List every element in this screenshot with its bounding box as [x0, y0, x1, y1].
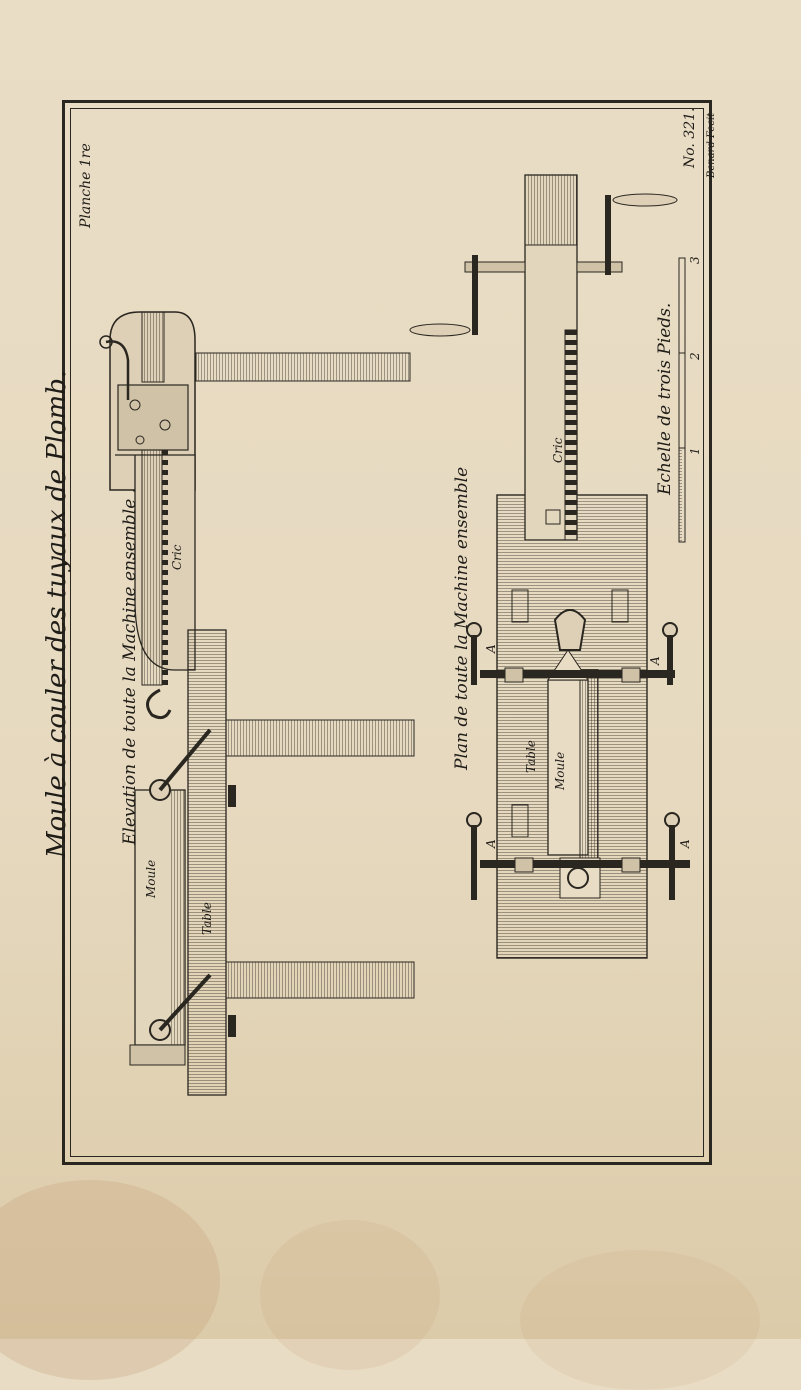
- engraver-signature: Benard Fecit: [706, 112, 717, 178]
- elevation-label-moule: Moule: [144, 859, 158, 898]
- leg-1: [196, 353, 410, 381]
- scale-bar: [679, 258, 685, 542]
- housing-post: [142, 312, 164, 382]
- plan-crank-handle-right: [613, 194, 677, 206]
- mould-cap: [130, 1045, 185, 1065]
- plan-gearbox-cap: [525, 175, 577, 245]
- plate-number: No. 321.: [682, 107, 698, 168]
- scale-tick-1: 1: [688, 447, 702, 455]
- hook: [148, 690, 171, 718]
- elevation-label-cric: Cric: [170, 544, 184, 570]
- plan-label-a: A: [648, 656, 662, 665]
- rack-teeth: [162, 450, 168, 685]
- scale-tick-2: 2: [688, 352, 702, 360]
- scale-tick-3: 3: [688, 256, 702, 264]
- plan-label-cric: Cric: [551, 437, 565, 463]
- plan-crank-handle-left: [410, 324, 470, 336]
- plan-label-a: A: [678, 839, 692, 848]
- scale-caption: Echelle de trois Pieds.: [655, 302, 675, 495]
- plan-label-moule: Moule: [553, 751, 567, 790]
- rack-cric: [142, 450, 162, 685]
- plate-title: Moule à couler des tuyaux de Plomb.: [42, 369, 72, 858]
- table-slab: [188, 630, 226, 1095]
- elevation-view: [100, 312, 414, 1095]
- plan-caption: Plan de toute la Machine ensemble: [452, 466, 472, 770]
- elevation-caption: Elevation de toute la Machine ensemble .: [120, 487, 140, 845]
- leg-3: [226, 962, 414, 998]
- plan-rack: [565, 330, 577, 540]
- plan-shackle: [555, 610, 585, 650]
- elevation-label-table: Table: [200, 902, 214, 935]
- plan-label-table: Table: [524, 740, 538, 773]
- planche-number: Planche 1re: [78, 143, 94, 228]
- plan-crank-arm-right: [577, 262, 622, 272]
- plan-label-a: A: [484, 839, 498, 848]
- leg-2: [226, 720, 414, 756]
- plan-label-a: A: [484, 644, 498, 653]
